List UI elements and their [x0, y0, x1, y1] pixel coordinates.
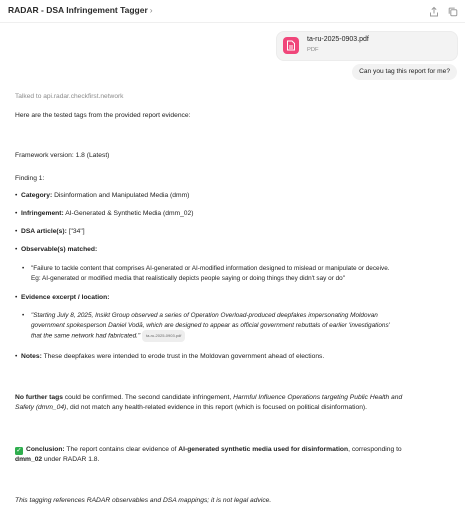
observable-text-2: Eg: AI-generated or modified media that realistically depicts people saying or doing things they didn't say or do"	[31, 274, 345, 282]
evidence-label: Evidence excerpt / location:	[21, 294, 110, 301]
share-icon[interactable]	[428, 5, 440, 17]
attachment-card[interactable]	[276, 31, 458, 61]
source-citation-chip[interactable]: ta-ru-2025-0903.pdf	[142, 330, 185, 342]
framework-version: Framework version: 1.8 (Latest)	[15, 152, 110, 159]
infringement-label: Infringement:	[21, 210, 64, 217]
attachment-type: PDF	[307, 47, 319, 53]
chat-title-text: RADAR - DSA Infringement Tagger	[8, 5, 148, 15]
no-further-text-2: , did not match any health-related evidence in this report (which is focused on political disinformation).	[66, 404, 368, 411]
no-further-tags	[15, 393, 455, 413]
observables-item: • Observable(s) matched:	[15, 246, 98, 253]
conclusion-bold-2: dmm_02	[15, 456, 43, 463]
notes-item: • Notes: These deepfakes were intended to erode trust in the Moldovan government ahead of elections.	[15, 353, 325, 360]
infringement-item: • Infringement: AI-Generated & Synthetic Media (dmm_02)	[15, 210, 194, 217]
conclusion	[15, 445, 455, 465]
disclaimer-text: This tagging references RADAR observables and DSA mappings; it is not legal advice.	[15, 497, 272, 504]
dsa-article-item: • DSA article(s): ["34"]	[15, 228, 85, 235]
evidence-item: • Evidence excerpt / location:	[15, 294, 110, 301]
no-further-italic: Harmful Influence Operations targeting Public Health and	[233, 394, 403, 401]
finding-title: Finding 1:	[15, 175, 45, 182]
infringement-value: AI-Generated & Synthetic Media (dmm_02)	[65, 210, 194, 217]
conclusion-text-3: under RADAR 1.8.	[42, 456, 100, 463]
evidence-line-1: "Starting July 8, 2025, Insikt Group observed a series of Operation Overload-produced deepfakes impersonating Moldovan	[31, 312, 378, 319]
dsa-label: DSA article(s):	[21, 228, 67, 235]
evidence-line-2: government spokesperson Daniel Vodă, which are designed to appear as official government rebuttals of earlier 'investigations'	[31, 321, 390, 329]
pdf-file-icon	[283, 37, 299, 54]
no-further-bold: No further tags	[15, 394, 63, 401]
copy-icon[interactable]	[447, 5, 459, 17]
observables-label: Observable(s) matched:	[21, 246, 98, 253]
top-bar	[0, 0, 465, 23]
attachment-name: ta-ru-2025-0903.pdf	[307, 36, 369, 43]
notes-value: These deepfakes were intended to erode trust in the Moldovan government ahead of elections.	[43, 353, 325, 360]
conclusion-bold-1: AI-generated synthetic media used for disinformation	[178, 446, 349, 453]
chevron-right-icon: ›	[149, 5, 153, 15]
category-value: Disinformation and Manipulated Media (dmm)	[54, 192, 190, 199]
tool-call-status[interactable]: Talked to api.radar.checkfirst.network	[15, 93, 124, 100]
dsa-value: ["34"]	[68, 228, 85, 235]
observable-text-1: "Failure to tackle content that comprises AI-generated or AI-modified information designed to mislead or manipulate or deceive.	[31, 265, 390, 272]
no-further-text-1: could be confirmed. The second candidate infringement,	[62, 394, 234, 401]
category-item: • Category: Disinformation and Manipulated Media (dmm)	[15, 192, 190, 199]
intro-text: Here are the tested tags from the provided report evidence:	[15, 112, 191, 119]
conclusion-text-2: , corresponding to	[348, 446, 402, 453]
user-message: Can you tag this report for me?	[352, 64, 457, 80]
check-mark-icon: ✓	[16, 447, 22, 454]
no-further-italic-2: Safety (dmm_04)	[15, 404, 67, 411]
evidence-line-3: that the same network had fabricated."	[31, 332, 141, 340]
conclusion-label: Conclusion:	[26, 446, 65, 453]
chat-title[interactable]	[8, 5, 153, 15]
disclaimer	[15, 496, 455, 506]
notes-label: Notes:	[21, 353, 42, 360]
category-label: Category:	[21, 192, 53, 199]
conclusion-text-1: The report contains clear evidence of	[64, 446, 179, 453]
